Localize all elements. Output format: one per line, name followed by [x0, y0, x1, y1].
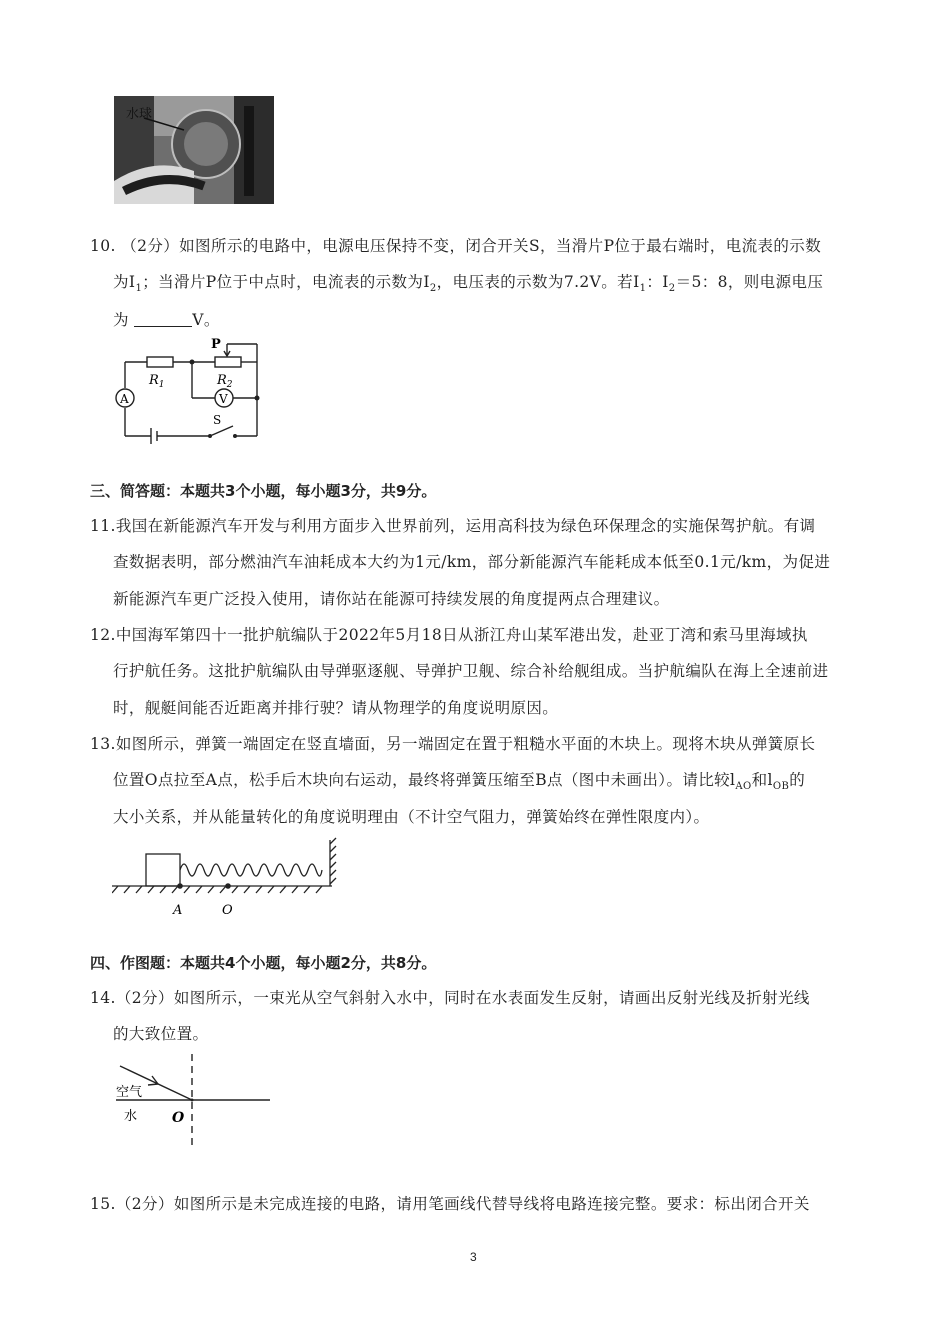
- switch-s-label: S: [213, 413, 222, 427]
- q11-line1: 11.我国在新能源汽车开发与利用方面步入世界前列，运用高科技为绿色环保理念的实施保驾护航。有调: [90, 517, 816, 535]
- r1-label: $R_1$: [149, 373, 165, 390]
- q12-line2: 行护航任务。这批护航编队由导弹驱逐舰、导弹护卫舰、综合补给舰组成。当护航编队在海上全速前进: [113, 662, 829, 680]
- point-o-label: O: [172, 1110, 185, 1126]
- point-o-label: O: [222, 903, 233, 918]
- water-label: 水: [124, 1109, 138, 1124]
- q13-line2: 位置O点拉至A点，松手后木块向右运动，最终将弹簧压缩至B点（图中未画出）。请比较$l_{AO}$和$l_{OB}$的: [113, 771, 806, 793]
- ammeter-label: A: [120, 392, 129, 406]
- q10-number: 10.: [90, 237, 116, 255]
- q12-line3: 时，舰艇间能否近距离并排行驶？请从物理学的角度说明原因。: [113, 699, 559, 717]
- air-label: 空气: [116, 1085, 143, 1100]
- point-a-label: A: [173, 903, 183, 918]
- voltmeter-label: V: [219, 392, 228, 406]
- q13-line3: 大小关系，并从能量转化的角度说明理由（不计空气阻力，弹簧始终在弹性限度内）。: [113, 808, 710, 826]
- water-ball-photo: [114, 96, 274, 204]
- slider-p-label: P: [211, 337, 221, 352]
- q12-line1: 12.中国海军第四十一批护航编队于2022年5月18日从浙江舟山某军港出发，赴亚丁湾和索马里海域执: [90, 626, 808, 644]
- q13-spring-figure: [112, 836, 352, 920]
- q11-line3: 新能源汽车更广泛投入使用，请你站在能源可持续发展的角度提两点合理建议。: [113, 590, 670, 608]
- section4-heading: 四、作图题：本题共4个小题，每小题2分，共8分。: [90, 954, 437, 972]
- q10-circuit-diagram: [105, 336, 275, 446]
- q11-line2: 查数据表明，部分燃油汽车油耗成本大约为1元/km，部分新能源汽车能耗成本低至0.1元/km，为促进: [113, 553, 831, 571]
- q10-line1: [90, 234, 821, 256]
- q14-line2: 的大致位置。: [113, 1025, 209, 1043]
- page-number: 3: [470, 1250, 477, 1264]
- q15-line1: 15.（2分）如图所示是未完成连接的电路，请用笔画线代替导线将电路连接完整。要求：标出闭合开关: [90, 1195, 810, 1213]
- section3-heading: 三、简答题：本题共3个小题，每小题3分，共9分。: [90, 482, 437, 500]
- r2-label: $R_2$: [217, 373, 233, 390]
- q14-line1: 14.（2分）如图所示，一束光从空气斜射入水中，同时在水表面发生反射，请画出反射光线及折射光线: [90, 989, 810, 1007]
- q10-line3: 为 V。: [113, 311, 220, 329]
- q10-text1: （2分）如图所示的电路中，电源电压保持不变，闭合开关S，当滑片P位于最右端时，电流表的示数: [121, 237, 822, 255]
- photo-label: 水球: [126, 107, 153, 122]
- q14-light-figure: [112, 1052, 274, 1148]
- q13-line1: 13.如图所示，弹簧一端固定在竖直墙面，另一端固定在置于粗糙水平面的木块上。现将木块从弹簧原长: [90, 735, 816, 753]
- q10-line2: 为$I_1$；当滑片P位于中点时，电流表的示数为$I_2$，电压表的示数为7.2V。若$I_1$：$I_2=5$：8，则电源电压: [113, 273, 824, 295]
- answer-blank[interactable]: [134, 312, 192, 327]
